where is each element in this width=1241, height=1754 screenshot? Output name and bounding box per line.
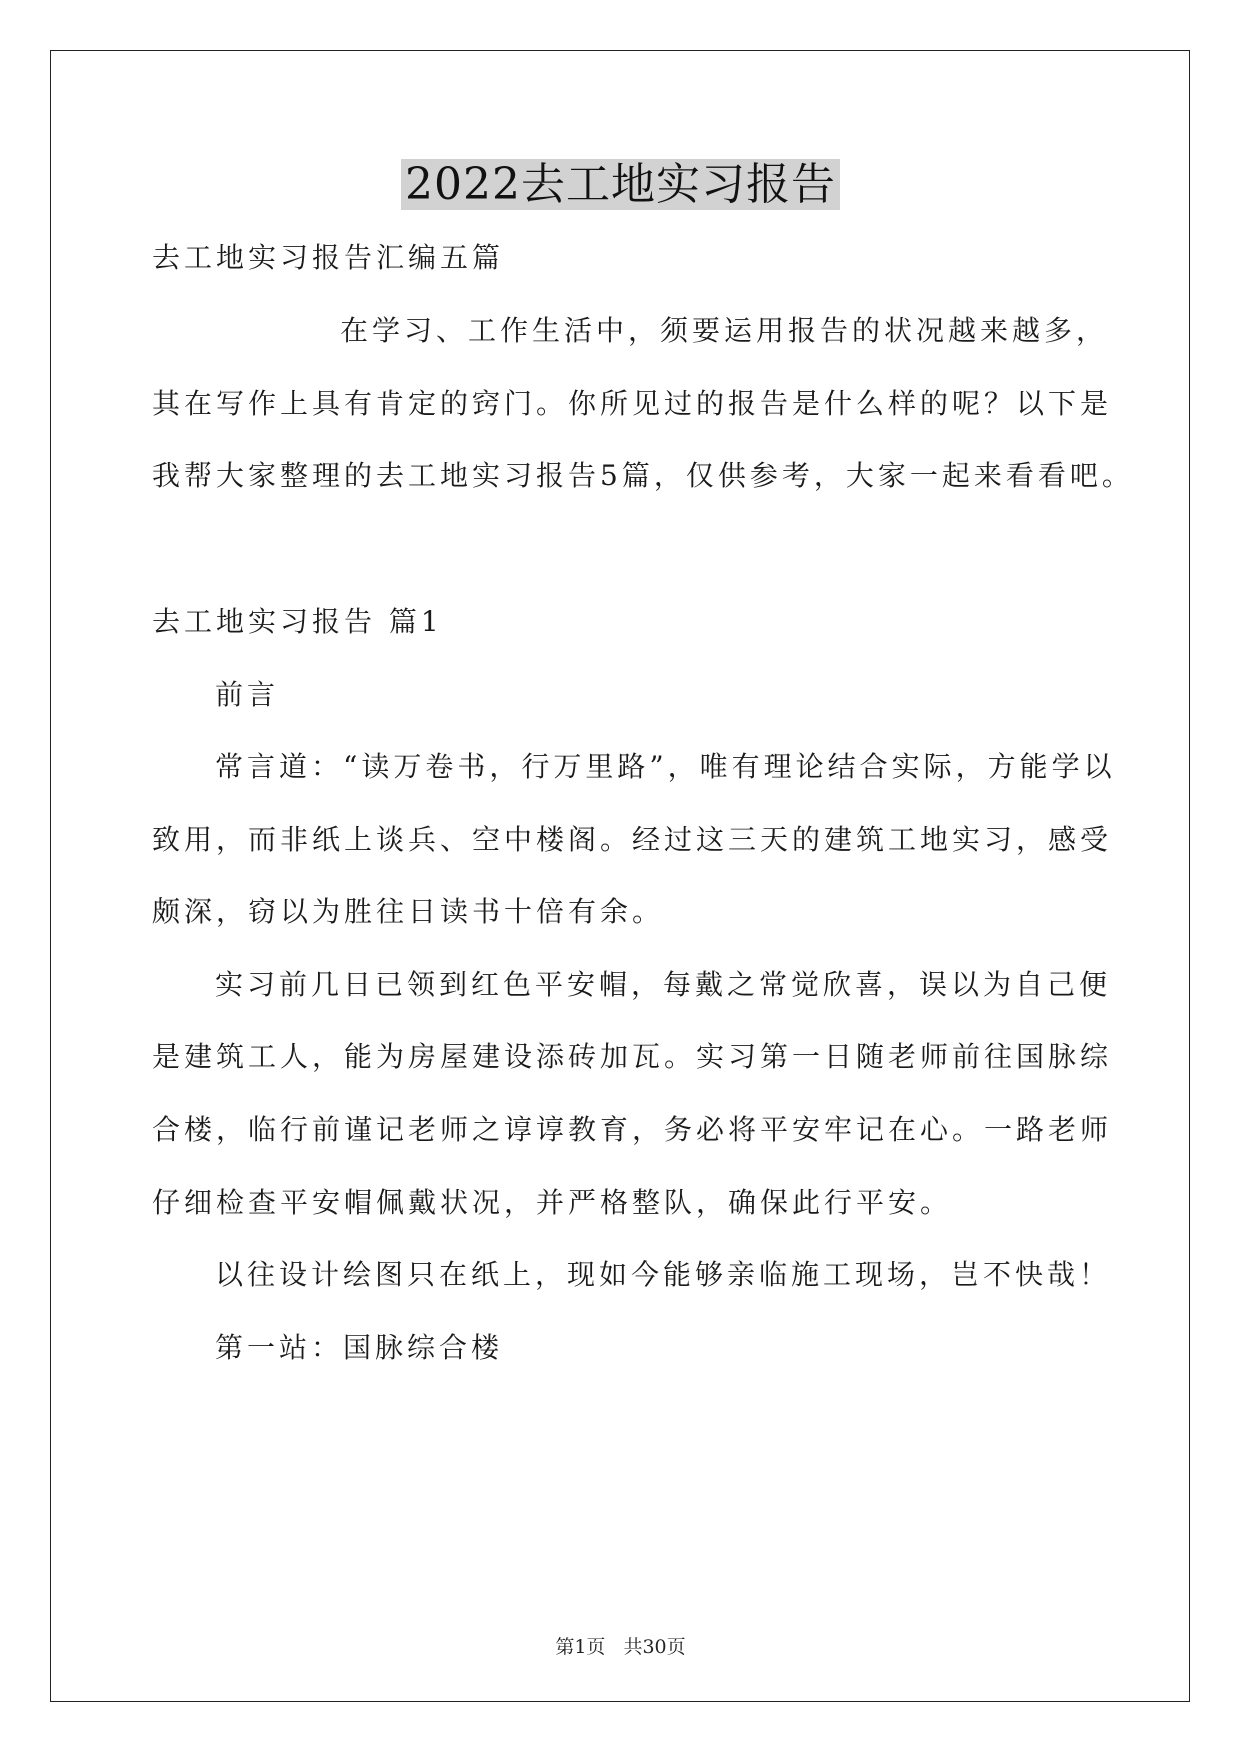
intro-line-1: 在学习、工作生活中，须要运用报告的状况越来越多， [340, 314, 1109, 347]
paragraph-4: 第一站：国脉综合楼 [215, 1331, 504, 1364]
document-title-text: 2022去工地实习报告 [401, 159, 840, 210]
paragraph-2-line-2: 是建筑工人，能为房屋建设添砖加瓦。实习第一日随老师前往国脉综 [152, 1040, 1113, 1073]
paragraph-2-line-3: 合楼，临行前谨记老师之谆谆教育，务必将平安牢记在心。一路老师 [152, 1113, 1113, 1146]
foreword-heading: 前言 [215, 678, 280, 711]
paragraph-1-line-2: 致用，而非纸上谈兵、空中楼阁。经过这三天的建筑工地实习，感受 [152, 823, 1113, 856]
intro-line-2: 其在写作上具有肯定的窍门。你所见过的报告是什么样的呢？以下是 [152, 387, 1113, 420]
paragraph-1-line-3: 颇深，窃以为胜往日读书十倍有余。 [152, 895, 665, 928]
page-footer [0, 1635, 1241, 1659]
paragraph-2-line-4: 仔细检查平安帽佩戴状况，并严格整队，确保此行平安。 [152, 1186, 953, 1219]
page-total: 共30页 [623, 1636, 686, 1658]
paragraph-1-line-1: 常言道：“读万卷书，行万里路”，唯有理论结合实际，方能学以 [215, 750, 1116, 783]
document-title [0, 157, 1241, 213]
intro-line-3: 我帮大家整理的去工地实习报告5篇，仅供参考，大家一起来看看吧。 [152, 459, 1134, 492]
section-heading: 去工地实习报告 篇1 [152, 605, 443, 638]
page-number: 第1页 [555, 1636, 606, 1658]
document-subtitle: 去工地实习报告汇编五篇 [152, 241, 505, 274]
page-border [50, 50, 1190, 1702]
paragraph-2-line-1: 实习前几日已领到红色平安帽，每戴之常觉欣喜，误以为自己便 [215, 968, 1112, 1001]
paragraph-3: 以往设计绘图只在纸上，现如今能够亲临施工现场，岂不快哉！ [215, 1258, 1112, 1291]
